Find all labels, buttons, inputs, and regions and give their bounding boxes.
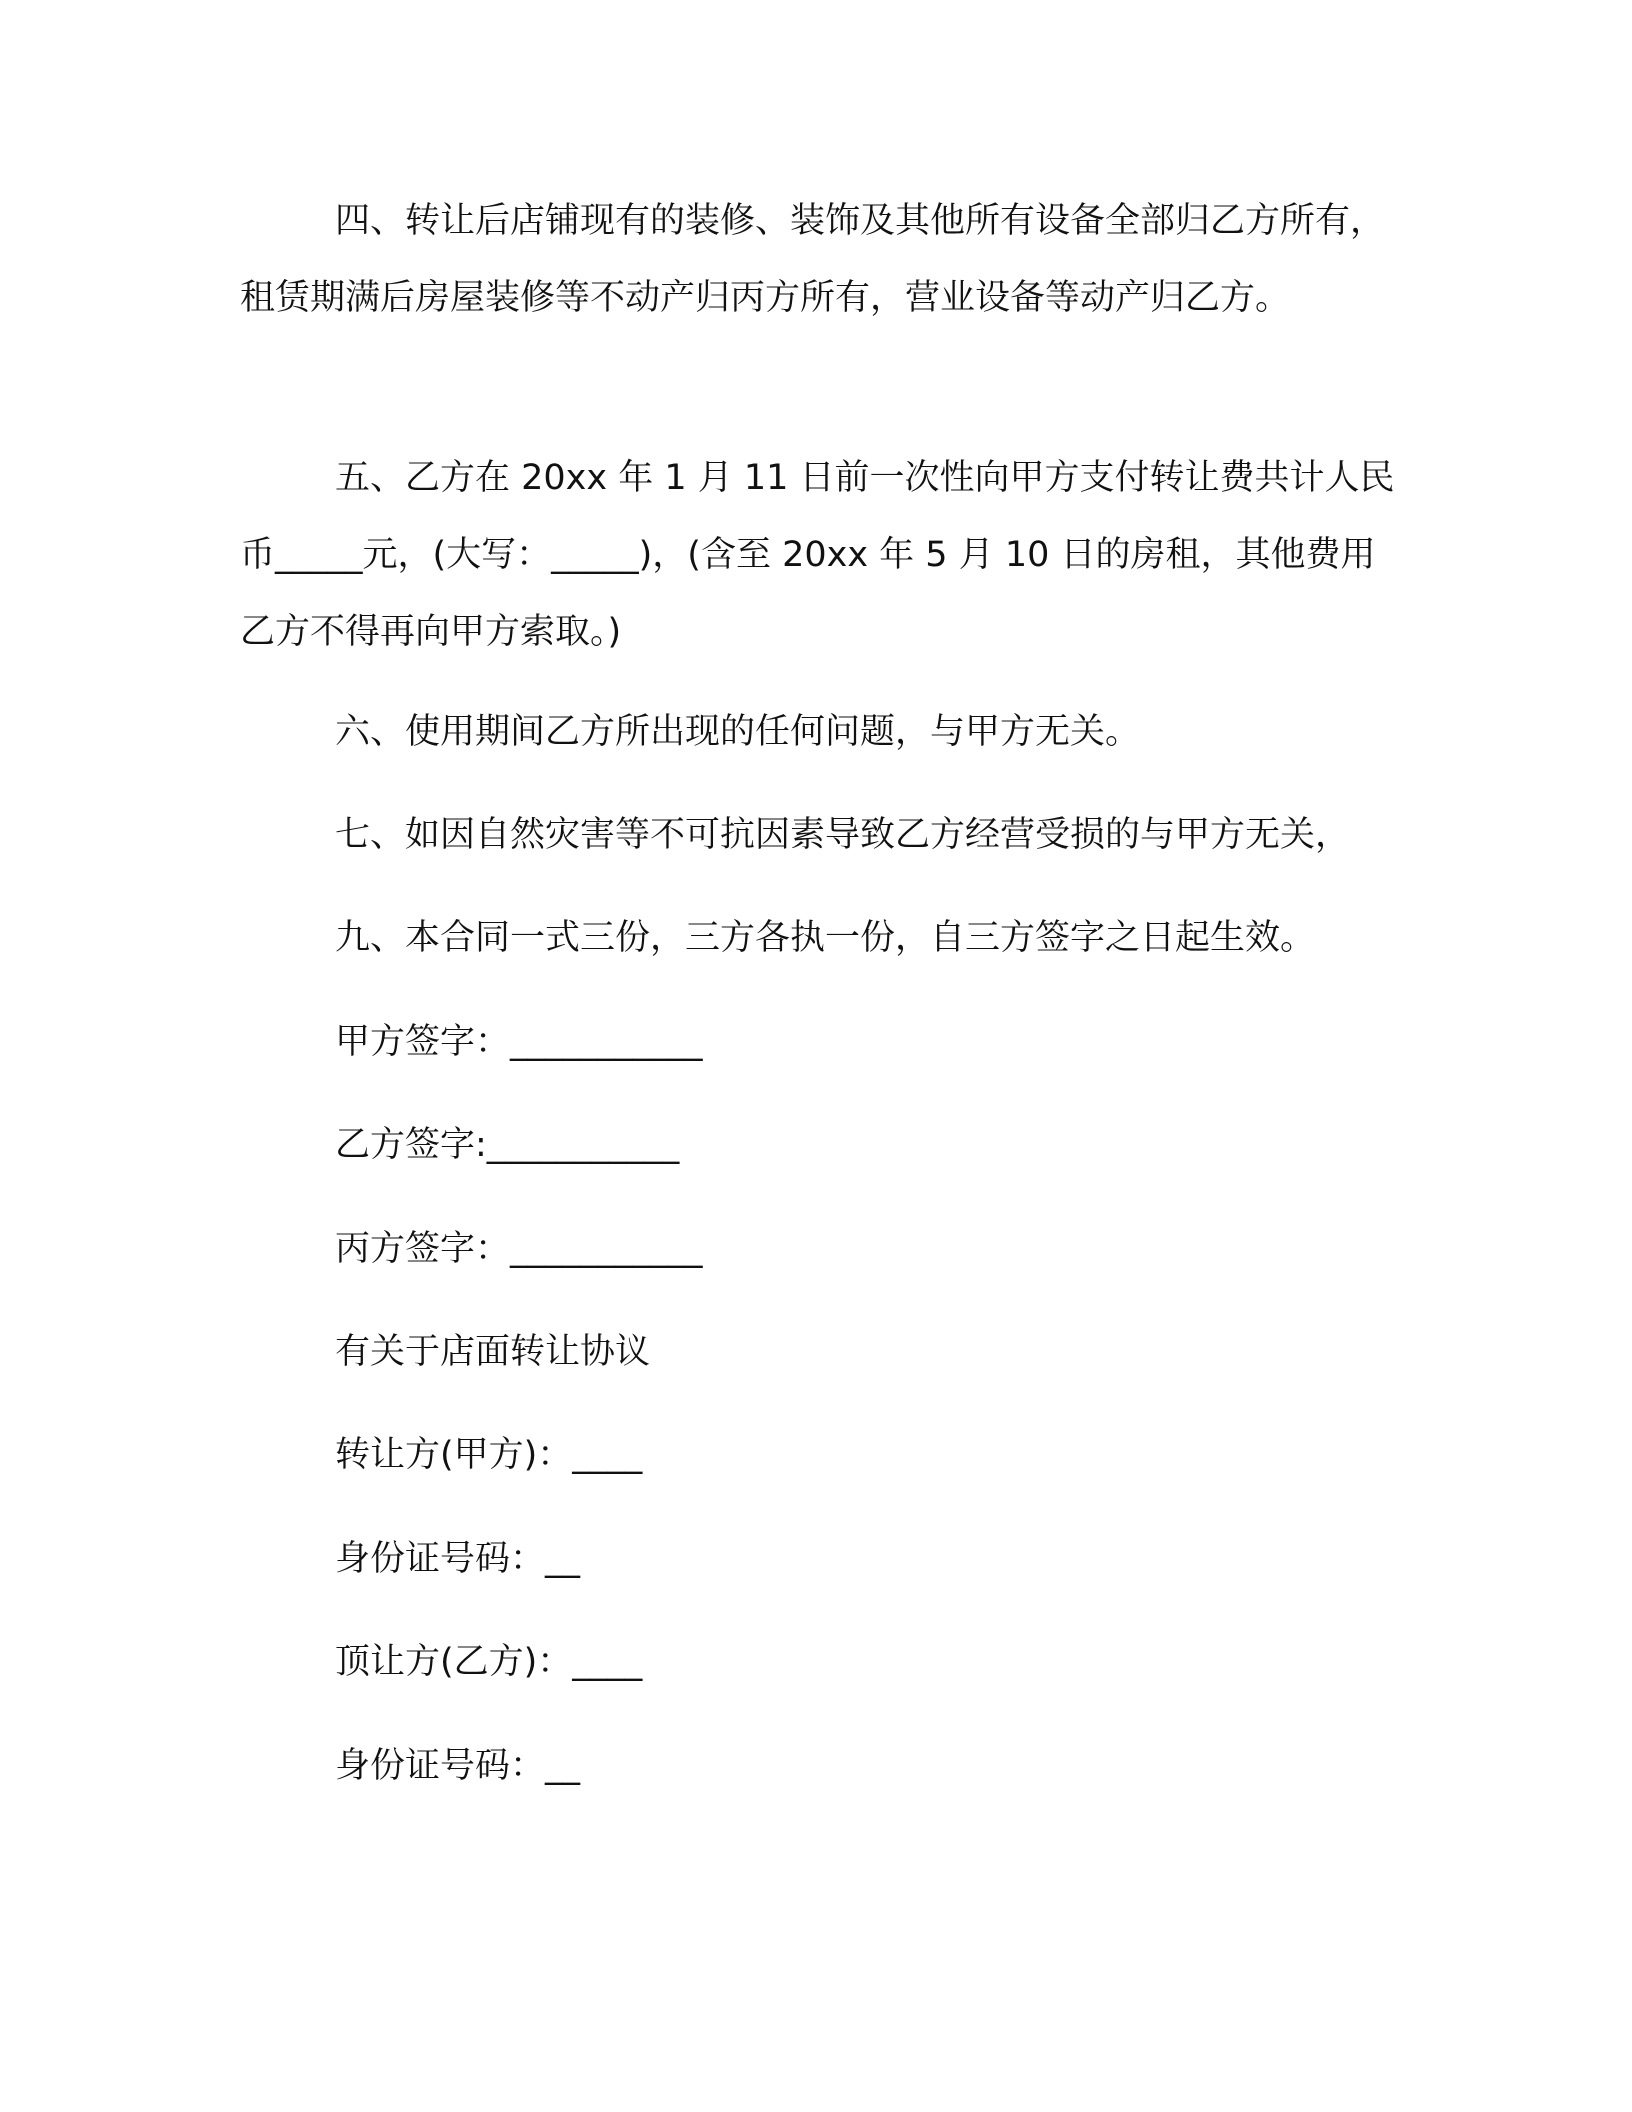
clause-nine: 九、本合同一式三份，三方各执一份，自三方签字之日起生效。 (335, 918, 1316, 958)
clause-six: 六、使用期间乙方所出现的任何问题，与甲方无关。 (335, 712, 1141, 752)
party-b-signature: 乙方签字:___________ (335, 1125, 680, 1165)
agreement-title: 有关于店面转让协议 (335, 1332, 651, 1372)
transferee-field: 顶让方(乙方)：____ (335, 1642, 643, 1682)
transferor-id-field: 身份证号码：__ (335, 1539, 581, 1579)
clause-seven: 七、如因自然灾害等不可抗因素导致乙方经营受损的与甲方无关， (335, 815, 1351, 855)
party-c-signature: 丙方签字：___________ (335, 1229, 703, 1269)
clause-four: 四、转让后店铺现有的装修、装饰及其他所有设备全部归乙方所有，租赁期满后房屋装修等不动产归丙方所有，营业设备等动产归乙方。 (240, 201, 1386, 318)
transferee-id-field: 身份证号码：__ (335, 1746, 581, 1786)
transferor-field: 转让方(甲方)：____ (335, 1435, 643, 1475)
party-a-signature: 甲方签字：___________ (335, 1022, 703, 1062)
clause-five: 五、乙方在 20xx 年 1 月 11 日前一次性向甲方支付转让费共计人民币_____元，(大写：_____)，(含至 20xx 年 5 月 10 日的房租，其他费用乙方不得再向甲方索取。) (240, 458, 1395, 652)
